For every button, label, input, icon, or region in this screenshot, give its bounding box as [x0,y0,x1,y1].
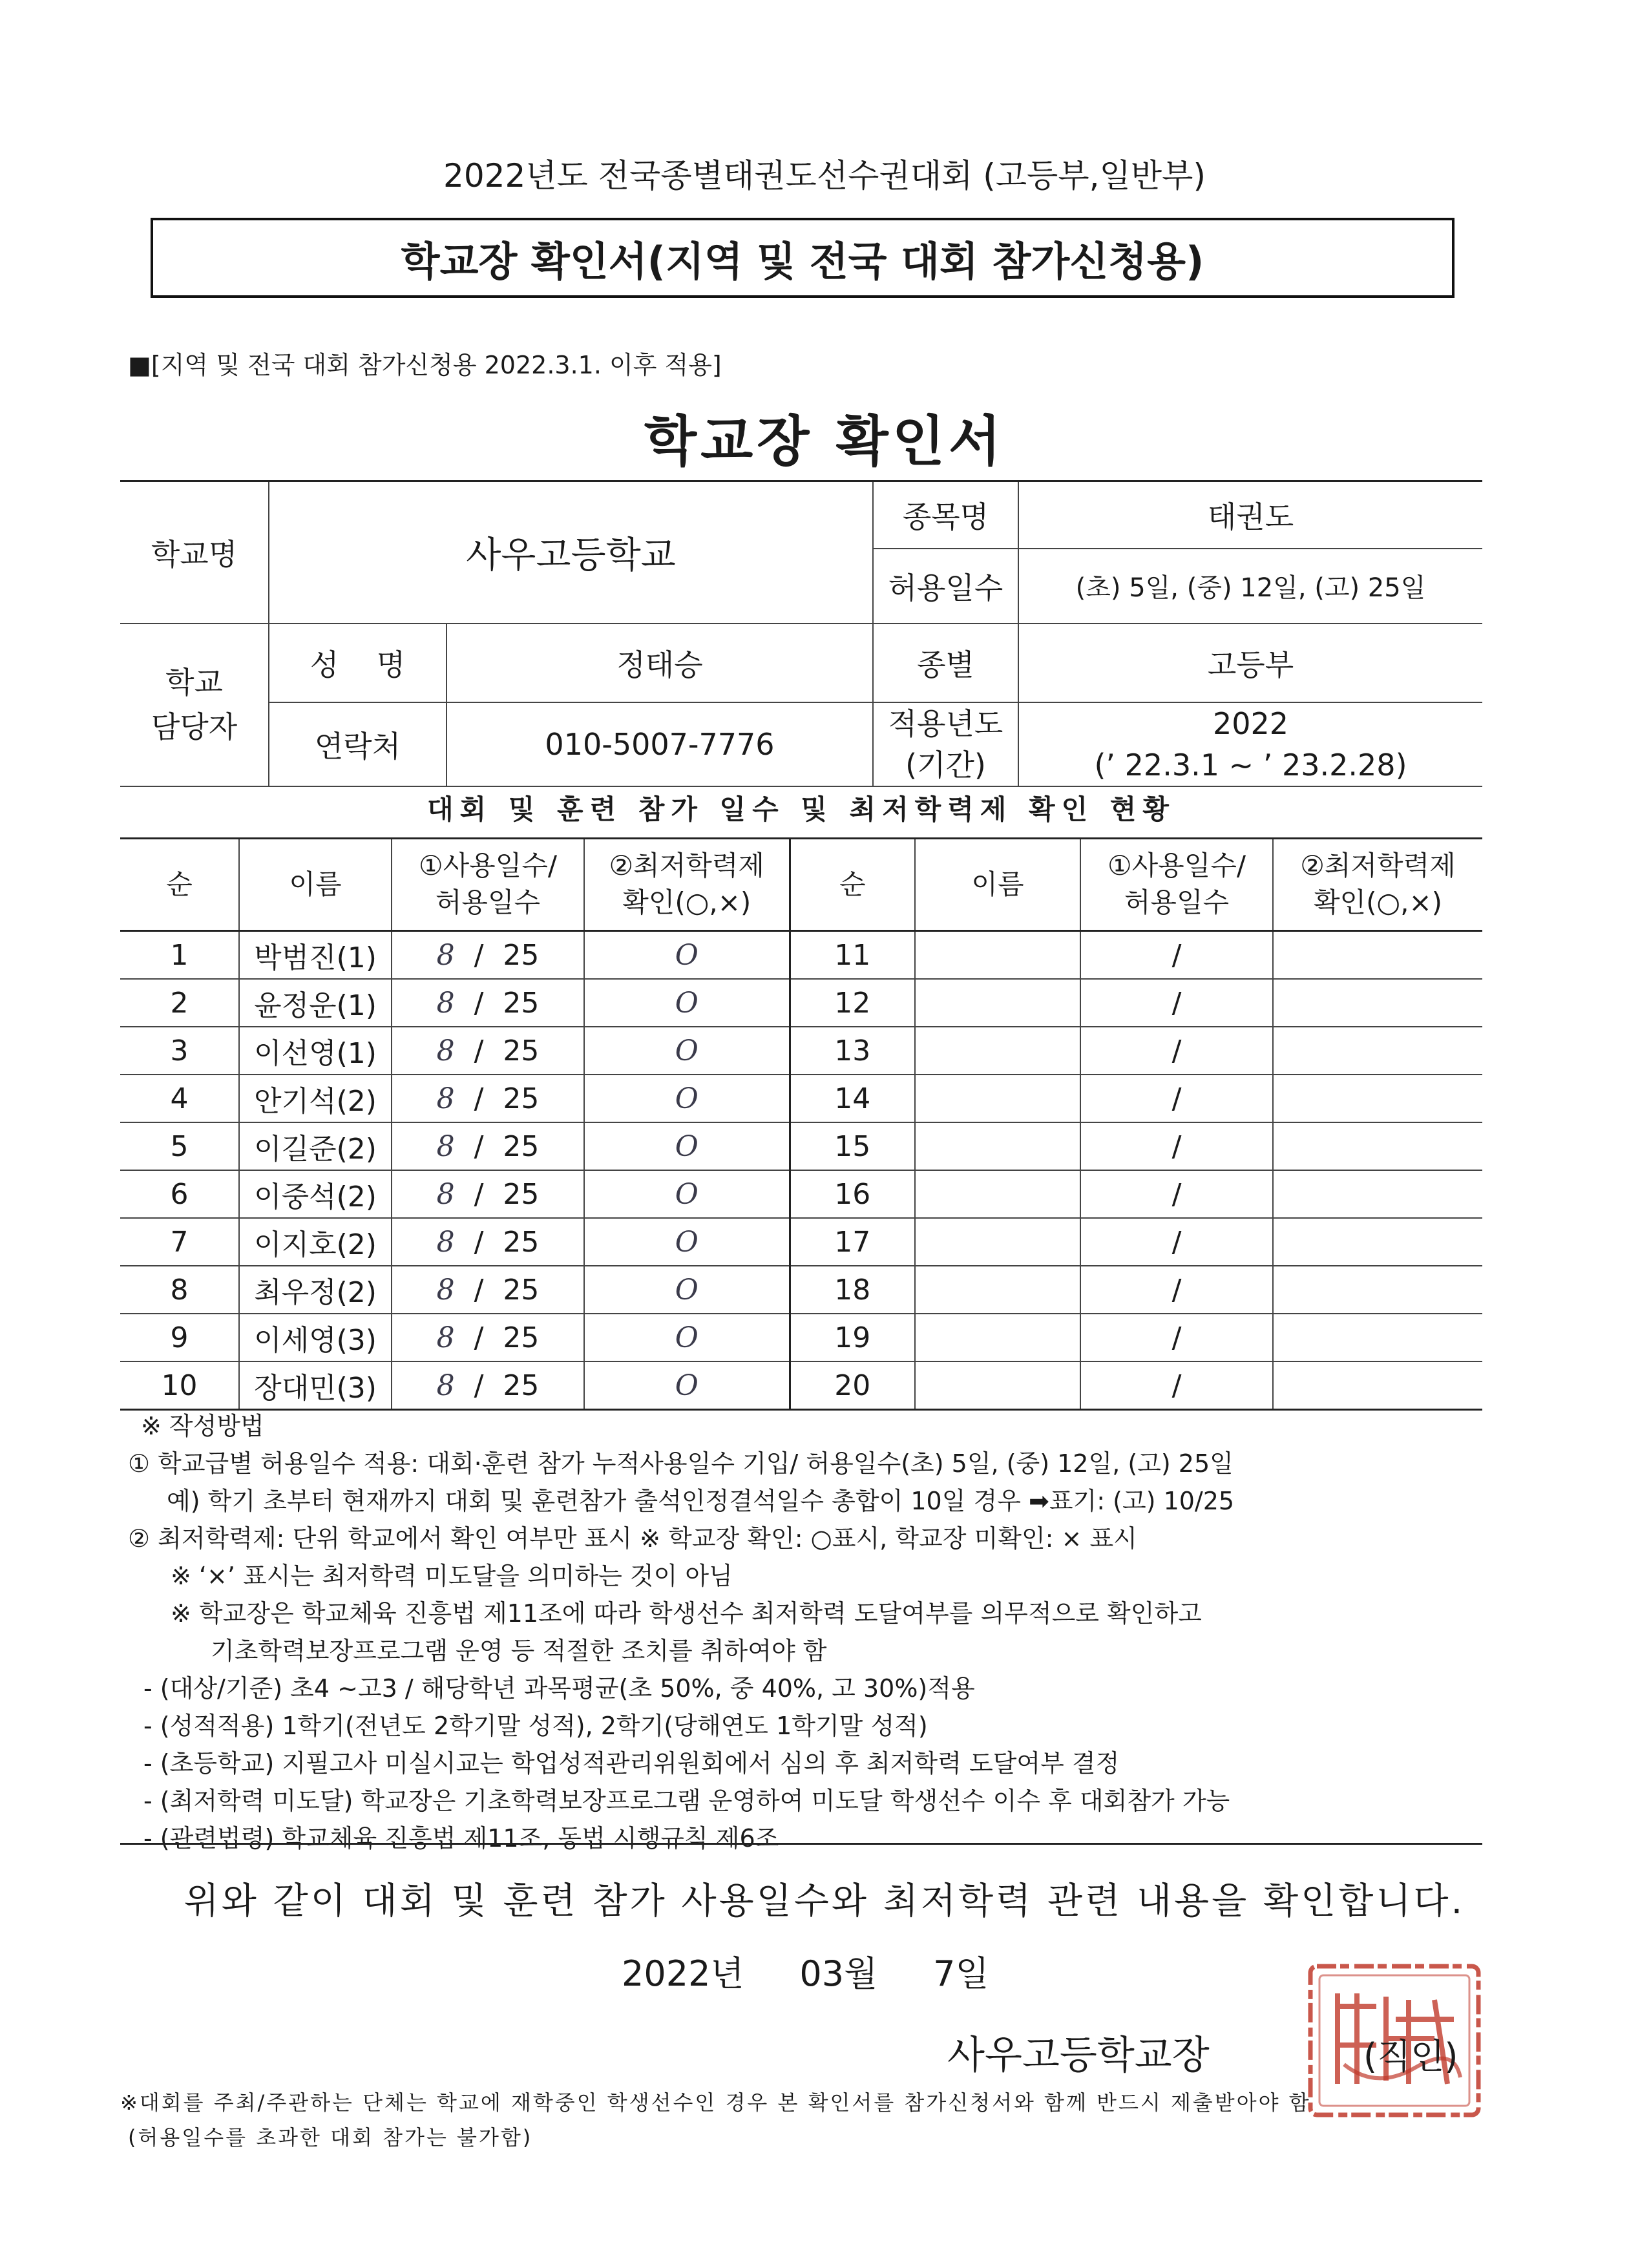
student-name [915,931,1080,980]
row-number: 17 [790,1218,915,1266]
student-name [915,1266,1080,1314]
row-number: 13 [790,1027,915,1075]
instruction-item: - (성적적용) 1학기(전년도 2학기말 성적), 2학기(당해연도 1학기말 성적) [143,1712,928,1740]
col-check-2 [1273,839,1482,931]
allowed-days: 25 [503,1369,540,1402]
academic-check: O [584,931,790,980]
document-title: 학교장 확인서 [644,410,1005,473]
school-name-value: 사우고등학교 [269,481,873,624]
student-name [915,1122,1080,1170]
row-number: 10 [120,1361,239,1410]
used-allowed-days [392,1027,584,1075]
instruction-item: ① 학교급별 허용일수 적용: 대회·훈련 참가 누적사용일수 기입/ 허용일수(초) 5일, (중) 12일, (고) 25일 [128,1449,1234,1478]
allowed-days-value: (초) 5일, (중) 12일, (고) 25일 [1018,549,1482,624]
used-days: 8 [436,1082,455,1115]
student-name: 안기석(2) [239,1075,392,1122]
days-separator: / [474,1225,484,1259]
footer-line: ※대회를 주최/주관하는 단체는 학교에 재학중인 학생선수인 경우 본 확인서를 참가신청서와 함께 반드시 제출받아야 함 [120,2090,1311,2115]
roster-row [120,1314,1482,1361]
apply-note: ■[지역 및 전국 대회 참가신청용 2022.3.1. 이후 적용] [128,351,722,379]
col-days-2-line-1: ①사용일수/ [1107,850,1246,882]
academic-check [1273,931,1482,980]
academic-check: O [584,1218,790,1266]
instruction-item: ※ ‘×’ 표시는 최저학력 미도달을 의미하는 것이 아님 [171,1562,733,1590]
confirmation-statement: 위와 같이 대회 및 훈련 참가 사용일수와 최저학력 관련 내용을 확인합니다. [184,1880,1465,1922]
academic-check [1273,1314,1482,1361]
days-separator: / [474,1082,484,1115]
used-allowed-days [392,1361,584,1410]
student-name [915,1027,1080,1075]
row-number: 4 [120,1075,239,1122]
school-name-label: 학교명 [120,481,269,624]
person-name-label: 성 명 [269,624,446,702]
row-number: 15 [790,1122,915,1170]
student-name [915,1361,1080,1410]
used-allowed-days: / [1080,1314,1273,1361]
academic-check: O [584,1314,790,1361]
used-days: 8 [436,1273,455,1307]
school-info-table [120,480,1482,787]
roster-row [120,1361,1482,1410]
used-allowed-days: / [1080,1027,1273,1075]
student-name [915,979,1080,1027]
used-days: 8 [436,1177,455,1211]
student-name: 최우정(2) [239,1266,392,1314]
applied-year: 2022 [1212,706,1289,741]
col-check-line-2: 확인(○,×) [622,887,751,918]
roster-row [120,1122,1482,1170]
used-days: 8 [436,1034,455,1067]
allowed-days: 25 [503,1082,540,1115]
used-days: 8 [436,1129,455,1163]
roster-row [120,979,1482,1027]
used-allowed-days: / [1080,1075,1273,1122]
days-separator: / [474,1177,484,1211]
row-number: 7 [120,1218,239,1266]
col-check [584,839,790,931]
roster-row [120,1170,1482,1218]
contact-label-line-2: 담당자 [151,709,238,744]
academic-check [1273,1122,1482,1170]
boxed-title: 학교장 확인서(지역 및 전국 대회 참가신청용) [151,218,1455,298]
col-check-2-line-1: ②최저학력제 [1300,850,1456,882]
divider [120,1843,1482,1845]
footer-note [120,2085,1490,2155]
row-number: 16 [790,1170,915,1218]
issue-date: 2022년 03월 7일 [622,1953,989,1994]
academic-check [1273,1027,1482,1075]
allowed-days: 25 [503,1034,540,1067]
student-name [915,1218,1080,1266]
student-name: 이길준(2) [239,1122,392,1170]
contact-label-line-1: 학교 [165,664,223,700]
used-days: 8 [436,1369,455,1402]
row-number: 3 [120,1027,239,1075]
used-allowed-days [392,1075,584,1122]
row-number: 20 [790,1361,915,1410]
row-number: 12 [790,979,915,1027]
allowed-days: 25 [503,986,540,1020]
academic-check: O [584,1075,790,1122]
division-label: 종별 [873,624,1018,702]
roster-header-row [120,839,1482,931]
days-separator: / [474,1321,484,1354]
footer-line: (허용일수를 초과한 대회 참가는 불가함) [128,2125,533,2150]
col-check-2-line-2: 확인(○,×) [1313,887,1443,918]
academic-check [1273,1266,1482,1314]
used-allowed-days: / [1080,1122,1273,1170]
roster-row [120,1218,1482,1266]
used-allowed-days [392,1170,584,1218]
row-number: 11 [790,931,915,980]
col-days-2 [1080,839,1273,931]
allowed-days: 25 [503,1225,540,1259]
col-days [392,839,584,931]
applied-year-label-line-1: 적용년도 [888,706,1003,741]
used-allowed-days [392,1218,584,1266]
student-name [915,1170,1080,1218]
student-name: 이중석(2) [239,1170,392,1218]
instruction-item: - (초등학교) 지필고사 미실시교는 학업성적관리위원회에서 심의 후 최저학력 도달여부 결정 [143,1749,1120,1778]
allowed-days: 25 [503,1177,540,1211]
academic-check: O [584,1361,790,1410]
student-name: 박범진(1) [239,931,392,980]
instruction-item: 기초학력보장프로그램 운영 등 적절한 조치를 취하여야 함 [211,1637,827,1665]
phone-label: 연락처 [269,702,446,787]
used-allowed-days: / [1080,1266,1273,1314]
used-days: 8 [436,1225,455,1259]
student-name [915,1314,1080,1361]
used-allowed-days: / [1080,1361,1273,1410]
row-number: 19 [790,1314,915,1361]
academic-check: O [584,1266,790,1314]
allowed-days: 25 [503,1273,540,1307]
instruction-item: ※ 학교장은 학교체육 진흥법 제11조에 따라 학생선수 최저학력 도달여부를 의무적으로 확인하고 [171,1599,1202,1628]
student-name: 윤정운(1) [239,979,392,1027]
roster-row [120,1266,1482,1314]
row-number: 18 [790,1266,915,1314]
contact-person-label [120,624,269,787]
applied-year-value [1018,702,1482,787]
row-number: 9 [120,1314,239,1361]
row-number: 1 [120,931,239,980]
student-name [915,1075,1080,1122]
sport-label: 종목명 [873,481,1018,549]
student-name: 이지호(2) [239,1218,392,1266]
roster-row [120,1075,1482,1122]
col-no-2: 순 [790,839,915,931]
used-allowed-days [392,1314,584,1361]
used-days: 8 [436,1321,455,1354]
col-days-line-2: 허용일수 [435,887,541,918]
roster-table [120,837,1482,1411]
roster-row [120,931,1482,980]
academic-check [1273,1218,1482,1266]
academic-check [1273,1170,1482,1218]
academic-check [1273,1361,1482,1410]
division-value: 고등부 [1018,624,1482,702]
seal-label: (직인) [1363,2036,1458,2077]
applied-year-label [873,702,1018,787]
col-days-2-line-2: 허용일수 [1124,887,1230,918]
academic-check: O [584,1027,790,1075]
academic-check [1273,979,1482,1027]
phone-value: 010-5007-7776 [446,702,873,787]
roster-row [120,1027,1482,1075]
allowed-days-label: 허용일수 [873,549,1018,624]
used-allowed-days: / [1080,1170,1273,1218]
instructions [128,1407,1498,1857]
row-number: 14 [790,1075,915,1122]
allowed-days: 25 [503,938,540,972]
instruction-item: - (최저학력 미도달) 학교장은 기초학력보장프로그램 운영하여 미도달 학생선수 이수 후 대회참가 가능 [143,1787,1230,1815]
row-number: 8 [120,1266,239,1314]
used-allowed-days [392,931,584,980]
used-days: 8 [436,986,455,1020]
col-no: 순 [120,839,239,931]
used-allowed-days [392,1266,584,1314]
row-number: 6 [120,1170,239,1218]
used-allowed-days: / [1080,979,1273,1027]
academic-check [1273,1075,1482,1122]
academic-check: O [584,979,790,1027]
row-number: 2 [120,979,239,1027]
days-separator: / [474,1034,484,1067]
sport-value: 태권도 [1018,481,1482,549]
academic-check: O [584,1170,790,1218]
allowed-days: 25 [503,1129,540,1163]
principal-title: 사우고등학교장 [947,2033,1210,2078]
roster-heading: 대회 및 훈련 참가 일수 및 최저학력제 확인 현황 [427,793,1175,825]
days-separator: / [474,986,484,1020]
student-name: 이선영(1) [239,1027,392,1075]
used-allowed-days [392,1122,584,1170]
person-name-value: 정태승 [446,624,873,702]
instruction-item: - (관련법령) 학교체육 진흥법 제11조, 동법 시행규칙 제6조 [143,1824,779,1853]
allowed-days: 25 [503,1321,540,1354]
row-number: 5 [120,1122,239,1170]
instruction-item: ② 최저학력제: 단위 학교에서 확인 여부만 표시 ※ 학교장 확인: ○표시, 학교장 미확인: × 표시 [128,1524,1137,1553]
col-name: 이름 [239,839,392,931]
applied-period: (’ 22.3.1 ~ ’ 23.2.28) [1094,747,1407,782]
days-separator: / [474,1129,484,1163]
student-name: 이세영(3) [239,1314,392,1361]
days-separator: / [474,938,484,972]
col-name-2: 이름 [915,839,1080,931]
academic-check: O [584,1122,790,1170]
days-separator: / [474,1369,484,1402]
used-allowed-days: / [1080,1218,1273,1266]
event-title: 2022년도 전국종별태권도선수권대회 (고등부,일반부) [443,157,1206,194]
instruction-item: 예) 학기 초부터 현재까지 대회 및 훈련참가 출석인정결석일수 총합이 10일 경우 ➡표기: (고) 10/25 [167,1487,1235,1515]
days-separator: / [474,1273,484,1307]
used-allowed-days [392,979,584,1027]
used-days: 8 [436,938,455,972]
used-allowed-days: / [1080,931,1273,980]
instructions-heading: ※ 작성방법 [141,1412,264,1440]
instruction-item: - (대상/기준) 초4 ~고3 / 해당학년 과목평균(초 50%, 중 40%, 고 30%)적용 [143,1674,975,1703]
col-days-line-1: ①사용일수/ [418,850,558,882]
student-name: 장대민(3) [239,1361,392,1410]
col-check-line-1: ②최저학력제 [609,850,764,882]
applied-year-label-line-2: (기간) [905,747,986,782]
